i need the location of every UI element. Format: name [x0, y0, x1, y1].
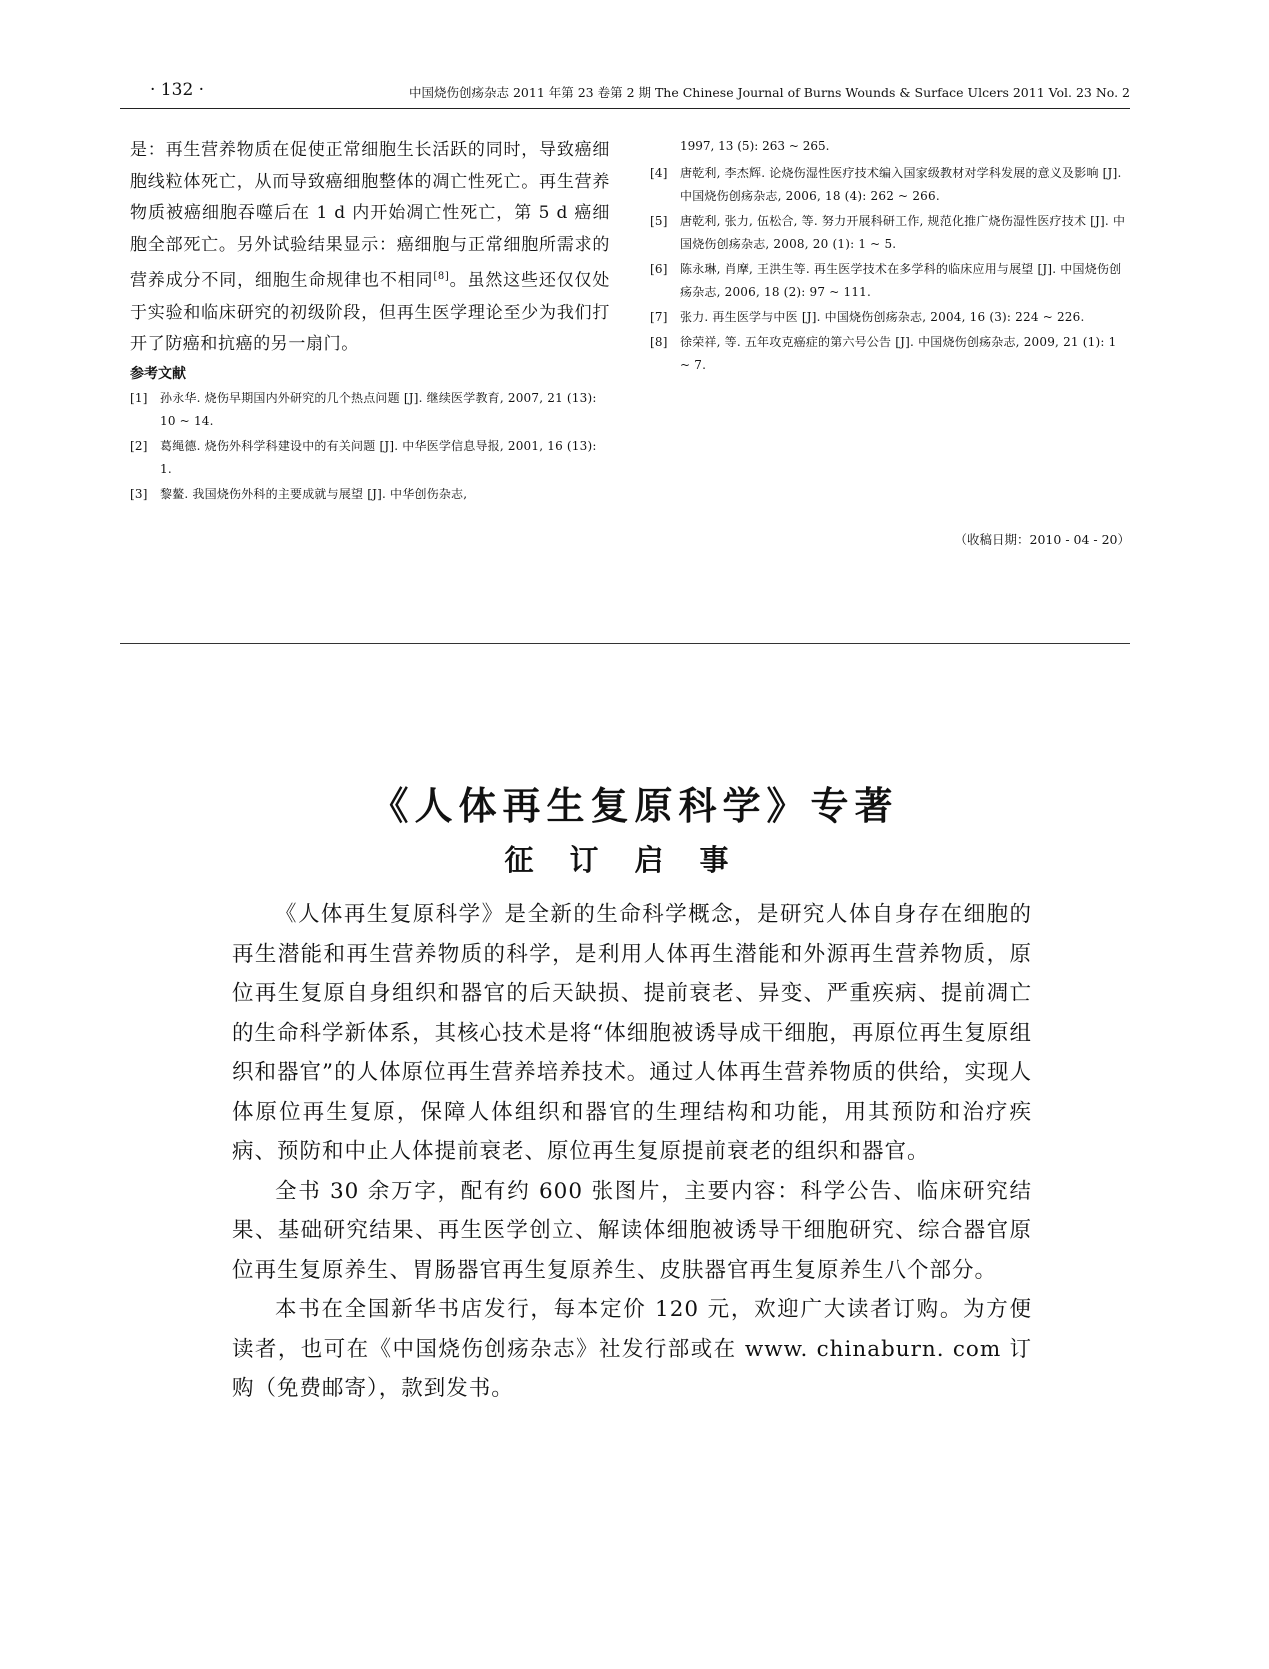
reference-item: [5] 唐乾利, 张力, 伍松合, 等. 努力开展科研工作, 规范化推广烧伤湿性医疗技术 [J]. 中国烧伤创疡杂志, 2008, 20 (1): 1 ~ 5.: [650, 214, 1126, 251]
reference-item: [2] 葛绳德. 烧伤外科学科建设中的有关问题 [J]. 中华医学信息导报, 2001, 16 (13): 1.: [130, 438, 597, 476]
notice-paragraph: 全书 30 余万字，配有约 600 张图片，主要内容：科学公告、临床研究结果、基础研究结果、再生医学创立、解读体细胞被诱导干细胞研究、综合器官原位再生复原养生、胃肠器官再生复原养生、皮肤器官再生复原养生八个部分。: [232, 1178, 1032, 1283]
page-header: [120, 78, 1130, 109]
reference-item: [3] 黎鳌. 我国烧伤外科的主要成就与展望 [J]. 中华创伤杂志,: [130, 486, 468, 501]
running-head: 中国烧伤创疡杂志 2011 年第 23 卷第 2 期 The Chinese Journal of Burns Wounds & Surface Ulcers 2011 Vol. 23 No. 2: [408, 85, 1130, 100]
reference-continuation: 1997, 13 (5): 263 ~ 265.: [680, 139, 830, 153]
reference-item: [7] 张力. 再生医学与中医 [J]. 中国烧伤创疡杂志, 2004, 16 (3): 224 ~ 226.: [650, 310, 1085, 324]
references-heading: 参考文献: [130, 365, 186, 382]
citation-mark: [8]: [433, 271, 450, 283]
notice-body: [232, 895, 1032, 1409]
article-body-paragraph: 是：再生营养物质在促使正常细胞生长活跃的同时，导致癌细胞线粒体死亡，从而导致癌细胞整体的凋亡性死亡。再生营养物质被癌细胞吞噬后在 1 d 内开始凋亡性死亡，第 5 d 癌细胞全部死亡。另外试验结果显示：癌细胞与正常细胞所需求的营养成分不同，细胞生命规律也不相同[8]。虽然这些还仅仅处于实验和临床研究的初级阶段，但再生医学理论至少为我们打开了防癌和抗癌的另一扇门。: [130, 140, 610, 355]
notice-paragraph: 本书在全国新华书店发行，每本定价 120 元，欢迎广大读者订购。为方便读者，也可在《中国烧伤创疡杂志》社发行部或在 www. chinaburn. com 订购（免费邮寄），款到发书。: [232, 1297, 1032, 1401]
reference-item: [8] 徐荣祥, 等. 五年攻克癌症的第六号公告 [J]. 中国烧伤创疡杂志, 2009, 21 (1): 1 ~ 7.: [650, 335, 1117, 372]
reference-item: [1] 孙永华. 烧伤早期国内外研究的几个热点问题 [J]. 继续医学教育, 2007, 21 (13): 10 ~ 14.: [130, 390, 597, 428]
reference-item: [6] 陈永琳, 肖摩, 王洪生等. 再生医学技术在多学科的临床应用与展望 [J]. 中国烧伤创疡杂志, 2006, 18 (2): 97 ~ 111.: [650, 262, 1122, 299]
reference-item: [4] 唐乾利, 李杰辉. 论烧伤湿性医疗技术编入国家级教材对学科发展的意义及影响 [J]. 中国烧伤创疡杂志, 2006, 18 (4): 262 ~ 266.: [650, 166, 1122, 203]
notice-paragraph: 《人体再生复原科学》是全新的生命科学概念，是研究人体自身存在细胞的再生潜能和再生营养物质的科学，是利用人体再生潜能和外源再生营养物质，原位再生复原自身组织和器官的后天缺损、提前衰老、异变、严重疾病、提前凋亡的生命科学新体系，其核心技术是将“体细胞被诱导成干细胞，再原位再生复原组织和器官”的人体原位再生营养培养技术。通过人体再生营养物质的供给，实现人体原位再生复原，保障人体组织和器官的生理结构和功能，用其预防和治疗疾病、预防和中止人体提前衰老、原位再生复原提前衰老的组织和器官。: [232, 902, 1032, 1164]
section-divider: [120, 643, 1130, 644]
page-number: · 132 ·: [150, 80, 205, 100]
notice-subtitle: 征订启事: [504, 843, 765, 877]
received-date: （收稿日期：2010 - 04 - 20）: [954, 532, 1130, 547]
notice-title: 《人体再生复原科学》专著: [370, 783, 899, 828]
right-column: [650, 135, 1130, 547]
left-column: [130, 135, 610, 508]
